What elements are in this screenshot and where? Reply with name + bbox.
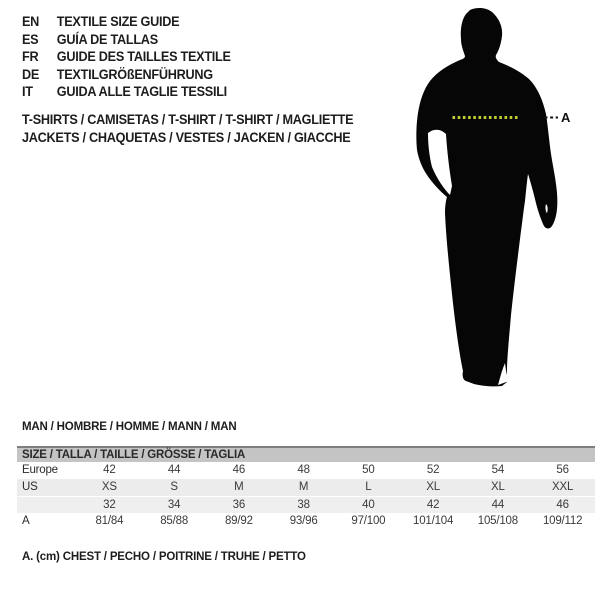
table-cell: XXL	[552, 481, 574, 493]
table-cell: 44	[167, 464, 181, 476]
table-cell: 97/100	[351, 515, 386, 527]
measurement-legend: A. (cm) CHEST / PECHO / POITRINE / TRUHE / PETTO	[22, 549, 306, 563]
language-label: GUIDA ALLE TAGLIE TESSILI	[56, 84, 227, 99]
product-line-jackets: JACKETS / CHAQUETAS / VESTES / JACKEN / GIACCHE	[22, 129, 351, 145]
table-cell: 32	[103, 499, 116, 511]
table-cell: 81/84	[95, 515, 124, 527]
language-label: GUÍA DE TALLAS	[56, 31, 158, 47]
table-cell: 85/88	[160, 515, 189, 527]
section-title-man: MAN / HOMBRE / HOMME / MANN / MAN	[22, 419, 237, 433]
table-cell: M	[298, 481, 309, 493]
table-cell: L	[365, 481, 372, 493]
language-label: GUIDE DES TAILLES TEXTILE	[56, 49, 231, 64]
table-cell: XL	[491, 481, 505, 493]
table-cell: XS	[101, 481, 117, 493]
language-code: DE	[22, 66, 40, 82]
language-label: TEXTILE SIZE GUIDE	[56, 14, 180, 29]
size-table	[17, 446, 595, 530]
table-row-us-numeric	[17, 496, 595, 513]
table-cell: 54	[491, 464, 505, 476]
row-label	[17, 497, 77, 514]
table-cell: 48	[297, 464, 310, 476]
size-table-header: SIZE / TALLA / TAILLE / GRÖSSE / TAGLIA	[17, 446, 595, 462]
table-row-us	[17, 479, 595, 496]
table-cell: 101/104	[413, 515, 454, 527]
row-label: A	[22, 515, 30, 527]
table-cell: 44	[491, 499, 505, 511]
language-code: IT	[22, 84, 33, 99]
table-cell: 50	[362, 464, 375, 476]
table-cell: 34	[167, 499, 181, 511]
table-cell: 109/112	[542, 515, 583, 527]
table-cell: 56	[556, 464, 569, 476]
table-cell: 93/96	[289, 515, 318, 527]
language-code: ES	[22, 31, 39, 47]
table-cell: 42	[103, 464, 116, 476]
table-cell: 40	[362, 499, 375, 511]
table-cell: S	[170, 481, 178, 493]
language-code: EN	[22, 14, 40, 29]
row-label: US	[22, 481, 38, 493]
table-cell: 42	[426, 499, 440, 511]
table-cell: 36	[232, 499, 246, 511]
table-row-chest-a	[17, 513, 595, 530]
language-code: FR	[22, 49, 39, 64]
row-label: Europe	[22, 464, 58, 476]
table-cell: 52	[426, 464, 440, 476]
table-cell: 105/108	[477, 515, 518, 527]
table-row-europe	[17, 462, 595, 479]
table-cell: 89/92	[224, 515, 253, 527]
table-cell: 46	[556, 499, 569, 511]
product-line-tshirts: T-SHIRTS / CAMISETAS / T-SHIRT / T-SHIRT / MAGLIETTE	[22, 112, 354, 127]
measurement-label-a: A	[561, 110, 571, 125]
table-cell: 46	[232, 464, 246, 476]
language-label: TEXTILGRÖßENFÜHRUNG	[56, 66, 213, 82]
man-silhouette	[416, 8, 557, 386]
table-cell: XL	[426, 481, 440, 493]
table-cell: 38	[297, 499, 310, 511]
table-cell: M	[234, 481, 244, 493]
